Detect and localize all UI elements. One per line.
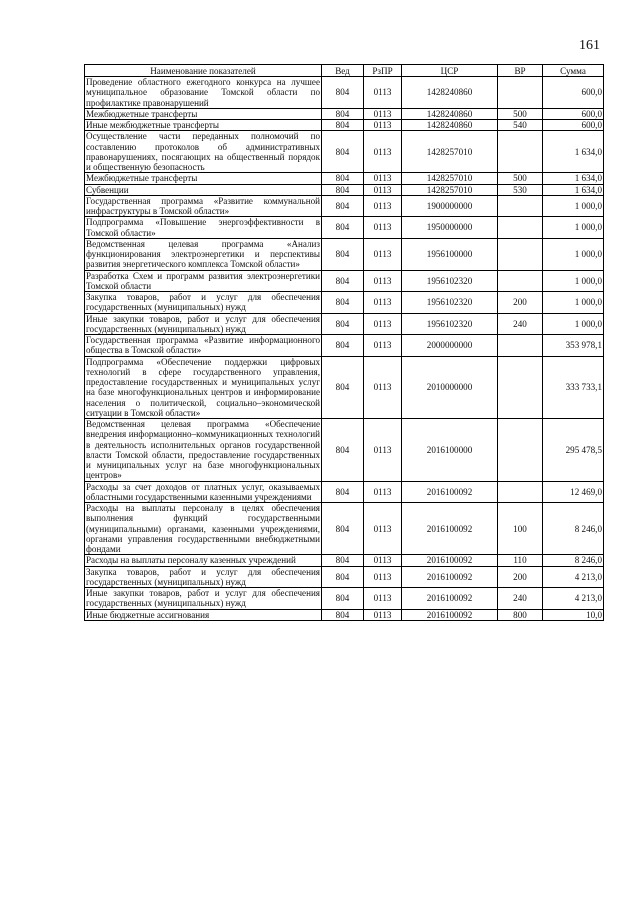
cell-name: Иные закупки товаров, работ и услуг для обеспечения государственных (муниципальных) нужд	[86, 313, 320, 334]
cell-rzpr: 0113	[364, 131, 402, 173]
cell-vr	[498, 419, 543, 482]
cell-vr: 200	[498, 566, 543, 588]
cell-sum: 8 246,0	[543, 503, 604, 555]
cell-sum: 1 000,0	[543, 270, 604, 292]
cell-csr: 1956102320	[402, 292, 498, 314]
cell-sum: 4 213,0	[543, 566, 604, 588]
table-row	[85, 217, 604, 239]
cell-vr	[498, 481, 543, 503]
cell-sum: 1 000,0	[543, 217, 604, 239]
cell-rzpr: 0113	[364, 356, 402, 419]
cell-sum: 12 469,0	[543, 481, 604, 503]
cell-ved: 804	[322, 173, 364, 184]
cell-ved: 804	[322, 481, 364, 503]
table-row	[85, 131, 604, 173]
cell-name: Государственная программа «Развитие коммунальной инфраструктуры в Томской области»	[86, 195, 320, 216]
cell-rzpr: 0113	[364, 555, 402, 566]
cell-rzpr: 0113	[364, 120, 402, 131]
cell-name: Межбюджетные трансферты	[85, 173, 322, 184]
header-rzpr: РзПР	[364, 65, 402, 77]
header-csr: ЦСР	[402, 65, 498, 77]
table-row	[85, 609, 604, 620]
table-row	[85, 566, 604, 588]
cell-rzpr: 0113	[364, 503, 402, 555]
cell-ved: 804	[322, 555, 364, 566]
table-header-row	[85, 65, 604, 77]
cell-csr: 1428240860	[402, 77, 498, 109]
cell-rzpr: 0113	[364, 195, 402, 217]
cell-ved: 804	[322, 356, 364, 419]
budget-table	[84, 64, 604, 621]
cell-rzpr: 0113	[364, 566, 402, 588]
table-row	[85, 313, 604, 335]
cell-csr: 2016100092	[402, 588, 498, 610]
cell-csr: 1428257010	[402, 184, 498, 195]
cell-csr: 1956102320	[402, 313, 498, 335]
cell-vr	[498, 195, 543, 217]
header-name: Наименование показателей	[85, 65, 322, 77]
cell-ved: 804	[322, 77, 364, 109]
header-sum: Сумма	[543, 65, 604, 77]
table-row	[85, 588, 604, 610]
table-row	[85, 77, 604, 109]
cell-sum: 600,0	[543, 120, 604, 131]
cell-name: Расходы за счет доходов от платных услуг, оказываемых областными государственными казенными учреждениями	[86, 481, 320, 502]
cell-vr	[498, 77, 543, 109]
cell-name: Расходы на выплаты персоналу в целях обеспечения выполнения функций государственными (муниципальными) органами, казенными учреждениями, органами управления государственными внебюджетными фондами	[86, 503, 320, 554]
cell-ved: 804	[322, 419, 364, 482]
cell-rzpr: 0113	[364, 173, 402, 184]
cell-sum: 1 634,0	[543, 184, 604, 195]
table-row	[85, 173, 604, 184]
cell-sum: 600,0	[543, 108, 604, 119]
cell-name: Иные бюджетные ассигнования	[85, 609, 322, 620]
cell-ved: 804	[322, 335, 364, 357]
cell-csr: 1428240860	[402, 108, 498, 119]
header-ved: Вед	[322, 65, 364, 77]
cell-rzpr: 0113	[364, 588, 402, 610]
cell-vr: 540	[498, 120, 543, 131]
cell-ved: 804	[322, 184, 364, 195]
cell-sum: 1 000,0	[543, 292, 604, 314]
cell-sum: 1 000,0	[543, 195, 604, 217]
cell-sum: 1 000,0	[543, 238, 604, 270]
cell-name: Государственная программа «Развитие информационного общества в Томской области»	[86, 335, 320, 356]
cell-name: Ведомственная целевая программа «Анализ функционирования электроэнергетики и перспективы развития энергетического комплекса Томской области»	[86, 238, 320, 270]
table-row	[85, 238, 604, 270]
cell-csr: 2016100092	[402, 609, 498, 620]
table-row	[85, 481, 604, 503]
cell-name: Закупка товаров, работ и услуг для обеспечения государственных (муниципальных) нужд	[86, 292, 320, 313]
cell-csr: 1900000000	[402, 195, 498, 217]
cell-vr: 110	[498, 555, 543, 566]
cell-ved: 804	[322, 131, 364, 173]
table-row	[85, 108, 604, 119]
cell-ved: 804	[322, 588, 364, 610]
cell-ved: 804	[322, 238, 364, 270]
cell-vr	[498, 356, 543, 419]
cell-ved: 804	[322, 313, 364, 335]
cell-ved: 804	[322, 195, 364, 217]
cell-sum: 1 000,0	[543, 313, 604, 335]
cell-vr: 240	[498, 588, 543, 610]
cell-rzpr: 0113	[364, 238, 402, 270]
table-row	[85, 120, 604, 131]
cell-csr: 1428257010	[402, 173, 498, 184]
cell-ved: 804	[322, 292, 364, 314]
cell-vr: 500	[498, 108, 543, 119]
cell-rzpr: 0113	[364, 77, 402, 109]
cell-vr: 100	[498, 503, 543, 555]
cell-sum: 10,0	[543, 609, 604, 620]
cell-rzpr: 0113	[364, 217, 402, 239]
cell-csr: 1956102320	[402, 270, 498, 292]
table-row	[85, 356, 604, 419]
cell-rzpr: 0113	[364, 609, 402, 620]
cell-csr: 2000000000	[402, 335, 498, 357]
cell-csr: 1428240860	[402, 120, 498, 131]
cell-csr: 2016100000	[402, 419, 498, 482]
cell-vr	[498, 335, 543, 357]
cell-vr	[498, 238, 543, 270]
cell-sum: 1 634,0	[543, 173, 604, 184]
cell-csr: 1950000000	[402, 217, 498, 239]
cell-rzpr: 0113	[364, 184, 402, 195]
cell-sum: 353 978,1	[543, 335, 604, 357]
cell-csr: 2010000000	[402, 356, 498, 419]
header-vr: ВР	[498, 65, 543, 77]
cell-ved: 804	[322, 217, 364, 239]
table-row	[85, 184, 604, 195]
cell-vr	[498, 131, 543, 173]
cell-vr	[498, 217, 543, 239]
cell-ved: 804	[322, 609, 364, 620]
cell-sum: 295 478,5	[543, 419, 604, 482]
cell-csr: 2016100092	[402, 503, 498, 555]
table-row	[85, 419, 604, 482]
cell-ved: 804	[322, 120, 364, 131]
cell-name: Иные межбюджетные трансферты	[85, 120, 322, 131]
cell-sum: 1 634,0	[543, 131, 604, 173]
table-row	[85, 270, 604, 292]
cell-ved: 804	[322, 270, 364, 292]
cell-csr: 2016100092	[402, 566, 498, 588]
cell-name: Закупка товаров, работ и услуг для обеспечения государственных (муниципальных) нужд	[86, 566, 320, 587]
cell-vr: 200	[498, 292, 543, 314]
cell-rzpr: 0113	[364, 270, 402, 292]
cell-rzpr: 0113	[364, 313, 402, 335]
cell-vr	[498, 270, 543, 292]
cell-csr: 1428257010	[402, 131, 498, 173]
cell-rzpr: 0113	[364, 481, 402, 503]
cell-sum: 600,0	[543, 77, 604, 109]
page-number: 161	[579, 38, 600, 53]
cell-rzpr: 0113	[364, 419, 402, 482]
cell-vr: 530	[498, 184, 543, 195]
cell-name: Осуществление части переданных полномочий по составлению протоколов об административных правонарушениях, посягающих на общественный порядок и общественную безопасность	[86, 131, 320, 172]
table-body	[85, 77, 604, 621]
table-row	[85, 555, 604, 566]
cell-vr: 240	[498, 313, 543, 335]
table-row	[85, 195, 604, 217]
cell-vr: 800	[498, 609, 543, 620]
cell-name: Разработка Схем и программ развития электроэнергетики Томской области	[86, 270, 320, 291]
cell-name: Проведение областного ежегодного конкурса на лучшее муниципальное образование Томской области по профилактике правонарушений	[86, 77, 320, 108]
cell-name: Межбюджетные трансферты	[85, 108, 322, 119]
cell-name: Субвенции	[85, 184, 322, 195]
table-row	[85, 335, 604, 357]
cell-name: Иные закупки товаров, работ и услуг для обеспечения государственных (муниципальных) нужд	[86, 588, 320, 609]
cell-csr: 2016100092	[402, 555, 498, 566]
cell-rzpr: 0113	[364, 335, 402, 357]
cell-name: Подпрограмма «Повышение энергоэффективности в Томской области»	[86, 217, 320, 238]
cell-csr: 2016100092	[402, 481, 498, 503]
cell-sum: 4 213,0	[543, 588, 604, 610]
cell-vr: 500	[498, 173, 543, 184]
cell-ved: 804	[322, 108, 364, 119]
cell-name: Подпрограмма «Обеспечение поддержки цифровых технологий в сфере государственного управления, предоставление государственных и муниципальных услуг на базе многофункциональных центров и информирование населения о политической, социально–экономической ситуации в Томской области»	[86, 356, 320, 418]
cell-rzpr: 0113	[364, 108, 402, 119]
cell-name: Ведомственная целевая программа «Обеспечение внедрения информационно–коммуникационных технологий в деятельность исполнительных органов государственной власти Томской области, предоставление государственных и муниципальных услуг на базе многофункциональных центров»	[86, 419, 320, 481]
table-row	[85, 503, 604, 555]
table-row	[85, 292, 604, 314]
cell-csr: 1956100000	[402, 238, 498, 270]
cell-ved: 804	[322, 566, 364, 588]
cell-rzpr: 0113	[364, 292, 402, 314]
cell-name: Расходы на выплаты персоналу казенных учреждений	[85, 555, 322, 566]
cell-ved: 804	[322, 503, 364, 555]
cell-sum: 8 246,0	[543, 555, 604, 566]
cell-sum: 333 733,1	[543, 356, 604, 419]
